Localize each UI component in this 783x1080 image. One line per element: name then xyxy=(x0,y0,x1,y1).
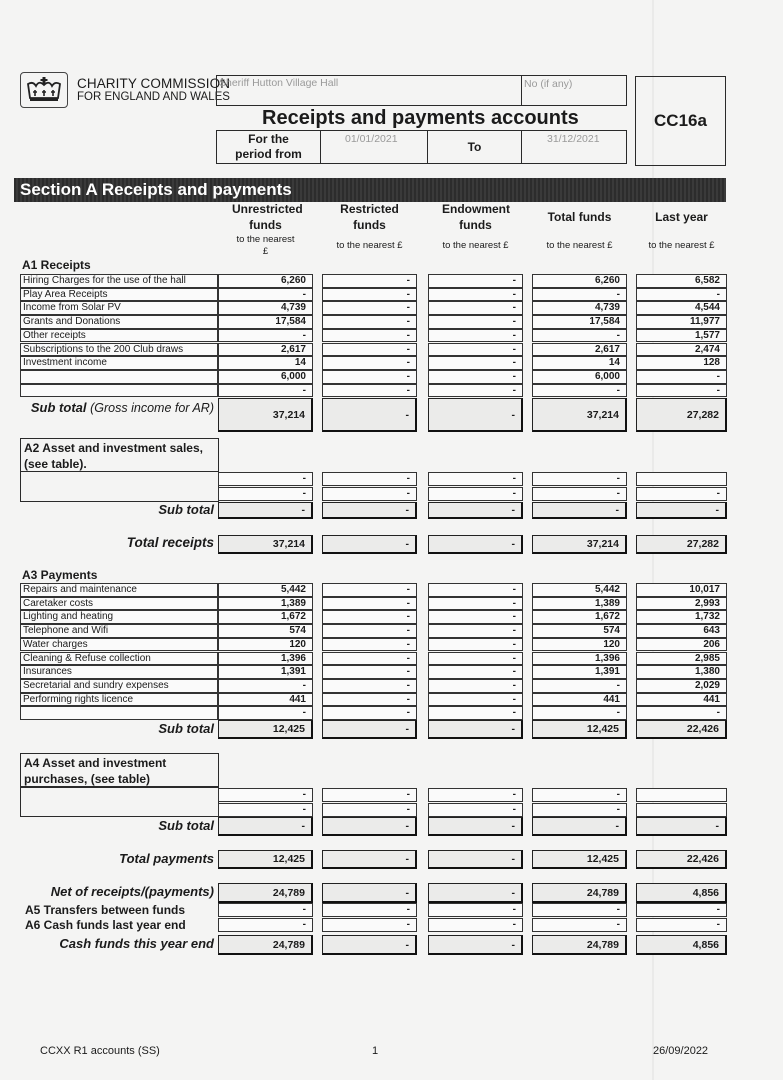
a1-row-3-unrestricted-cell[interactable]: 4,739 xyxy=(218,301,313,315)
net-receipts-unrestricted-cell[interactable]: 24,789 xyxy=(218,883,313,903)
a3-payments-heading: A3 Payments xyxy=(22,568,98,582)
a1-subtotal-total-cell[interactable]: 37,214 xyxy=(532,398,627,432)
a3-row-6-endowment-cell[interactable]: - xyxy=(428,652,523,666)
period-label-box xyxy=(216,130,321,164)
to-label: To xyxy=(467,140,482,154)
gross-income-note: (Gross income for AR) xyxy=(90,401,214,415)
a3-row-8-label: Secretarial and sundry expenses xyxy=(20,679,218,693)
a3-row-3-restricted-cell[interactable]: - xyxy=(322,610,417,624)
a3-row-6-restricted-cell[interactable]: - xyxy=(322,652,417,666)
a3-row-2-endowment-cell[interactable]: - xyxy=(428,597,523,611)
a2-subtotal-endowment-cell[interactable]: - xyxy=(428,502,523,519)
total-receipts-last-year-cell[interactable]: 27,282 xyxy=(636,535,727,554)
a3-row-3-last-year-cell[interactable]: 1,732 xyxy=(636,610,727,624)
a1-row-3-restricted-cell[interactable]: - xyxy=(322,301,417,315)
a5-transfers-last-year-cell[interactable]: - xyxy=(636,903,727,917)
a3-row-1-endowment-cell[interactable]: - xyxy=(428,583,523,597)
cash-end-label: Cash funds this year end xyxy=(59,936,214,951)
a2-row-1-last-year-cell[interactable] xyxy=(636,472,727,486)
a3-row-2-label: Caretaker costs xyxy=(20,597,218,611)
a4-row-1-total-cell[interactable]: - xyxy=(532,788,627,802)
a1-row-7-total-cell[interactable]: 14 xyxy=(532,356,627,370)
a1-row-9-endowment-cell[interactable]: - xyxy=(428,384,523,398)
a2-heading: A2 Asset and investment sales, (see table). xyxy=(20,438,219,472)
a2-row-2-unrestricted-cell[interactable]: - xyxy=(218,487,313,501)
a1-row-9-last-year-cell[interactable]: - xyxy=(636,384,727,398)
charity-name-field[interactable] xyxy=(216,75,522,106)
a2-subtotal-restricted-cell[interactable]: - xyxy=(322,502,417,519)
cash-this-year-end-endowment-cell[interactable]: - xyxy=(428,935,523,955)
period-to-value: 31/12/2021 xyxy=(547,133,600,145)
a1-row-4-last-year-cell[interactable]: 11,977 xyxy=(636,315,727,329)
a3-row-7-endowment-cell[interactable]: - xyxy=(428,665,523,679)
total-receipts-total-cell[interactable]: 37,214 xyxy=(532,535,627,554)
a1-receipts-heading: A1 Receipts xyxy=(22,258,91,272)
a3-row-8-total-cell[interactable]: - xyxy=(532,679,627,693)
a3-subtotal-total-cell[interactable]: 12,425 xyxy=(532,720,627,739)
a4-row-2-unrestricted-cell[interactable]: - xyxy=(218,803,313,817)
a6-label: A6 Cash funds last year end xyxy=(25,918,186,932)
a3-row-1-total-cell[interactable]: 5,442 xyxy=(532,583,627,597)
a1-subtotal-restricted-cell[interactable]: - xyxy=(322,398,417,432)
a1-row-2-label: Play Area Receipts xyxy=(20,288,218,302)
a1-row-5-unrestricted-cell[interactable]: - xyxy=(218,329,313,343)
footer-date: 26/09/2022 xyxy=(653,1045,709,1057)
a3-row-8-unrestricted-cell[interactable]: - xyxy=(218,679,313,693)
a1-row-8-label xyxy=(20,370,218,384)
a1-row-8-last-year-cell[interactable]: - xyxy=(636,370,727,384)
a3-row-5-label: Water charges xyxy=(20,638,218,652)
a3-row-5-restricted-cell[interactable]: - xyxy=(322,638,417,652)
subtotal-text: Sub total xyxy=(30,400,87,415)
col-subheader-endowment: to the nearest £ xyxy=(442,240,509,251)
total-payments-total-cell[interactable]: 12,425 xyxy=(532,850,627,869)
period-from-value: 01/01/2021 xyxy=(345,133,398,145)
a3-row-7-restricted-cell[interactable]: - xyxy=(322,665,417,679)
a4-subtotal-last-year-cell[interactable]: - xyxy=(636,817,727,836)
a4-subtotal-restricted-cell[interactable]: - xyxy=(322,817,417,836)
a6-cash-last-year-last-year-cell[interactable]: - xyxy=(636,918,727,932)
a1-row-7-restricted-cell[interactable]: - xyxy=(322,356,417,370)
a3-row-6-last-year-cell[interactable]: 2,985 xyxy=(636,652,727,666)
a6-cash-last-year-endowment-cell[interactable]: - xyxy=(428,918,523,932)
a3-row-2-restricted-cell[interactable]: - xyxy=(322,597,417,611)
a1-row-4-unrestricted-cell[interactable]: 17,584 xyxy=(218,315,313,329)
a5-label: A5 Transfers between funds xyxy=(25,903,186,917)
col-header-unrestricted: Unrestricted funds xyxy=(232,202,303,232)
col-subheader-total: to the nearest £ xyxy=(546,240,613,251)
a4-row-2-total-cell[interactable]: - xyxy=(532,803,627,817)
a3-row-1-label: Repairs and maintenance xyxy=(20,583,218,597)
a3-row-9-total-cell[interactable]: 441 xyxy=(532,693,627,707)
a1-row-7-label: Investment income xyxy=(20,356,218,370)
a4-heading: A4 Asset and investment purchases, (see table) xyxy=(20,753,219,787)
charity-name-value: Sheriff Hutton Village Hall xyxy=(219,77,339,89)
a1-row-3-last-year-cell[interactable]: 4,544 xyxy=(636,301,727,315)
a2-subtotal-label: Sub total xyxy=(158,502,214,517)
a3-row-7-label: Insurances xyxy=(20,665,218,679)
a2-row-2-endowment-cell[interactable]: - xyxy=(428,487,523,501)
charity-number-placeholder: No (if any) xyxy=(524,78,573,90)
a1-row-9-total-cell[interactable]: - xyxy=(532,384,627,398)
a4-row-2-restricted-cell[interactable]: - xyxy=(322,803,417,817)
a3-row-8-last-year-cell[interactable]: 2,029 xyxy=(636,679,727,693)
a1-row-6-endowment-cell[interactable]: - xyxy=(428,343,523,357)
a1-row-5-restricted-cell[interactable]: - xyxy=(322,329,417,343)
a3-row-3-label: Lighting and heating xyxy=(20,610,218,624)
a3-row-6-total-cell[interactable]: 1,396 xyxy=(532,652,627,666)
crown-logo-icon xyxy=(20,72,68,108)
a1-row-3-endowment-cell[interactable]: - xyxy=(428,301,523,315)
a1-row-1-label: Hiring Charges for the use of the hall xyxy=(20,274,218,288)
a3-row-6-unrestricted-cell[interactable]: 1,396 xyxy=(218,652,313,666)
a3-row-2-total-cell[interactable]: 1,389 xyxy=(532,597,627,611)
a6-cash-last-year-total-cell[interactable]: - xyxy=(532,918,627,932)
a5-transfers-unrestricted-cell[interactable]: - xyxy=(218,903,313,917)
net-receipts-endowment-cell[interactable]: - xyxy=(428,883,523,903)
a3-row-4-endowment-cell[interactable]: - xyxy=(428,624,523,638)
a3-row-3-total-cell[interactable]: 1,672 xyxy=(532,610,627,624)
a1-row-7-last-year-cell[interactable]: 128 xyxy=(636,356,727,370)
to-label-box xyxy=(427,130,522,164)
a3-row-5-endowment-cell[interactable]: - xyxy=(428,638,523,652)
a1-row-6-label: Subscriptions to the 200 Club draws xyxy=(20,343,218,357)
a3-row-9-label: Performing rights licence xyxy=(20,693,218,707)
a1-row-5-last-year-cell[interactable]: 1,577 xyxy=(636,329,727,343)
a3-row-10-restricted-cell[interactable]: - xyxy=(322,706,417,720)
a1-subtotal-label xyxy=(20,399,214,417)
cash-this-year-end-total-cell[interactable]: 24,789 xyxy=(532,935,627,955)
total-receipts-endowment-cell[interactable]: - xyxy=(428,535,523,554)
a1-row-1-restricted-cell[interactable]: - xyxy=(322,274,417,288)
footer-page-number: 1 xyxy=(372,1045,379,1057)
a1-row-8-restricted-cell[interactable]: - xyxy=(322,370,417,384)
a2-subtotal-unrestricted-cell[interactable]: - xyxy=(218,502,313,519)
col-subheader-restricted: to the nearest £ xyxy=(336,240,403,251)
a3-row-3-unrestricted-cell[interactable]: 1,672 xyxy=(218,610,313,624)
a1-row-6-last-year-cell[interactable]: 2,474 xyxy=(636,343,727,357)
a3-subtotal-last-year-cell[interactable]: 22,426 xyxy=(636,720,727,739)
total-payments-restricted-cell[interactable]: - xyxy=(322,850,417,869)
a1-row-4-total-cell[interactable]: 17,584 xyxy=(532,315,627,329)
a3-row-9-last-year-cell[interactable]: 441 xyxy=(636,693,727,707)
form-code: CC16a xyxy=(654,111,707,130)
a3-row-10-last-year-cell[interactable]: - xyxy=(636,706,727,720)
section-a-header: Section A Receipts and payments xyxy=(14,178,726,202)
col-subheader-unrestricted: to the nearest £ xyxy=(236,234,295,257)
a2-row-1-restricted-cell[interactable]: - xyxy=(322,472,417,486)
a1-row-5-total-cell[interactable]: - xyxy=(532,329,627,343)
total-payments-unrestricted-cell[interactable]: 12,425 xyxy=(218,850,313,869)
col-subheader-last-year: to the nearest £ xyxy=(648,240,715,251)
col-header-last-year: Last year xyxy=(655,210,708,224)
a3-row-1-last-year-cell[interactable]: 10,017 xyxy=(636,583,727,597)
period-to-field[interactable] xyxy=(521,130,627,164)
total-payments-endowment-cell[interactable]: - xyxy=(428,850,523,869)
a4-row-2-endowment-cell[interactable]: - xyxy=(428,803,523,817)
a2-row-2-last-year-cell[interactable]: - xyxy=(636,487,727,501)
a1-row-8-unrestricted-cell[interactable]: 6,000 xyxy=(218,370,313,384)
a1-row-2-restricted-cell[interactable]: - xyxy=(322,288,417,302)
a4-row-1-last-year-cell[interactable] xyxy=(636,788,727,802)
a1-row-5-endowment-cell[interactable]: - xyxy=(428,329,523,343)
period-from-label: For the period from xyxy=(235,132,302,161)
a3-row-2-last-year-cell[interactable]: 2,993 xyxy=(636,597,727,611)
period-from-field[interactable] xyxy=(320,130,428,164)
a3-row-8-restricted-cell[interactable]: - xyxy=(322,679,417,693)
net-receipts-total-cell[interactable]: 24,789 xyxy=(532,883,627,903)
net-receipts-restricted-cell[interactable]: - xyxy=(322,883,417,903)
a4-subtotal-unrestricted-cell[interactable]: - xyxy=(218,817,313,836)
a1-row-2-endowment-cell[interactable]: - xyxy=(428,288,523,302)
a1-row-1-total-cell[interactable]: 6,260 xyxy=(532,274,627,288)
a1-row-1-endowment-cell[interactable]: - xyxy=(428,274,523,288)
a1-row-6-total-cell[interactable]: 2,617 xyxy=(532,343,627,357)
a4-row-1-unrestricted-cell[interactable]: - xyxy=(218,788,313,802)
a3-subtotal-restricted-cell[interactable]: - xyxy=(322,720,417,739)
a3-row-9-unrestricted-cell[interactable]: 441 xyxy=(218,693,313,707)
a2-row-1-unrestricted-cell[interactable]: - xyxy=(218,472,313,486)
a4-subtotal-label: Sub total xyxy=(158,818,214,833)
net-receipts-last-year-cell[interactable]: 4,856 xyxy=(636,883,727,903)
a1-row-5-label: Other receipts xyxy=(20,329,218,343)
a3-row-6-label: Cleaning & Refuse collection xyxy=(20,652,218,666)
a4-subtotal-endowment-cell[interactable]: - xyxy=(428,817,523,836)
a1-row-7-endowment-cell[interactable]: - xyxy=(428,356,523,370)
a1-row-3-total-cell[interactable]: 4,739 xyxy=(532,301,627,315)
total-receipts-restricted-cell[interactable]: - xyxy=(322,535,417,554)
cash-this-year-end-unrestricted-cell[interactable]: 24,789 xyxy=(218,935,313,955)
a2-label-cells xyxy=(20,471,219,502)
a2-row-1-endowment-cell[interactable]: - xyxy=(428,472,523,486)
a1-row-9-unrestricted-cell[interactable]: - xyxy=(218,384,313,398)
a3-row-7-total-cell[interactable]: 1,391 xyxy=(532,665,627,679)
total-payments-last-year-cell[interactable]: 22,426 xyxy=(636,850,727,869)
a1-subtotal-last-year-cell[interactable]: 27,282 xyxy=(636,398,727,432)
a3-subtotal-unrestricted-cell[interactable]: 12,425 xyxy=(218,720,313,739)
col-header-restricted: Restricted funds xyxy=(340,202,399,232)
col-header-endowment: Endowment funds xyxy=(442,202,510,232)
a1-subtotal-endowment-cell[interactable]: - xyxy=(428,398,523,432)
a3-subtotal-endowment-cell[interactable]: - xyxy=(428,720,523,739)
total-receipts-label: Total receipts xyxy=(126,535,214,550)
org-subtitle: FOR ENGLAND AND WALES xyxy=(77,91,230,103)
total-receipts-unrestricted-cell[interactable]: 37,214 xyxy=(218,535,313,554)
a1-row-9-restricted-cell[interactable]: - xyxy=(322,384,417,398)
cash-this-year-end-restricted-cell[interactable]: - xyxy=(322,935,417,955)
a5-transfers-restricted-cell[interactable]: - xyxy=(322,903,417,917)
a3-row-5-unrestricted-cell[interactable]: 120 xyxy=(218,638,313,652)
a1-row-4-restricted-cell[interactable]: - xyxy=(322,315,417,329)
charity-number-field[interactable] xyxy=(521,75,627,106)
a1-row-1-unrestricted-cell[interactable]: 6,260 xyxy=(218,274,313,288)
a1-row-2-unrestricted-cell[interactable]: - xyxy=(218,288,313,302)
org-name: CHARITY COMMISSION xyxy=(77,76,231,91)
a3-row-10-unrestricted-cell[interactable]: - xyxy=(218,706,313,720)
a5-transfers-endowment-cell[interactable]: - xyxy=(428,903,523,917)
a3-row-5-last-year-cell[interactable]: 206 xyxy=(636,638,727,652)
a3-row-4-last-year-cell[interactable]: 643 xyxy=(636,624,727,638)
a1-row-8-total-cell[interactable]: 6,000 xyxy=(532,370,627,384)
a1-row-6-unrestricted-cell[interactable]: 2,617 xyxy=(218,343,313,357)
a1-row-9-label xyxy=(20,384,218,398)
a3-row-10-label xyxy=(20,706,218,720)
a1-row-4-endowment-cell[interactable]: - xyxy=(428,315,523,329)
a3-row-4-restricted-cell[interactable]: - xyxy=(322,624,417,638)
a3-row-4-unrestricted-cell[interactable]: 574 xyxy=(218,624,313,638)
a1-row-4-label: Grants and Donations xyxy=(20,315,218,329)
a1-row-7-unrestricted-cell[interactable]: 14 xyxy=(218,356,313,370)
a1-row-2-last-year-cell[interactable]: - xyxy=(636,288,727,302)
a2-subtotal-total-cell[interactable]: - xyxy=(532,502,627,519)
a1-row-6-restricted-cell[interactable]: - xyxy=(322,343,417,357)
a4-subtotal-total-cell[interactable]: - xyxy=(532,817,627,836)
total-payments-label: Total payments xyxy=(119,851,214,866)
form-code-box xyxy=(635,76,726,166)
a3-row-1-restricted-cell[interactable]: - xyxy=(322,583,417,597)
a3-row-8-endowment-cell[interactable]: - xyxy=(428,679,523,693)
net-label: Net of receipts/(payments) xyxy=(50,884,214,899)
a2-row-2-total-cell[interactable]: - xyxy=(532,487,627,501)
a3-row-4-total-cell[interactable]: 574 xyxy=(532,624,627,638)
a3-row-4-label: Telephone and Wifi xyxy=(20,624,218,638)
a3-subtotal-label: Sub total xyxy=(158,721,214,736)
footer-form-ref: CCXX R1 accounts (SS) xyxy=(40,1045,160,1057)
a3-row-9-endowment-cell[interactable]: - xyxy=(428,693,523,707)
a3-row-10-endowment-cell[interactable]: - xyxy=(428,706,523,720)
a6-cash-last-year-unrestricted-cell[interactable]: - xyxy=(218,918,313,932)
a4-row-2-last-year-cell[interactable] xyxy=(636,803,727,817)
a3-row-5-total-cell[interactable]: 120 xyxy=(532,638,627,652)
a2-subtotal-last-year-cell[interactable]: - xyxy=(636,502,727,519)
a3-row-10-total-cell[interactable]: - xyxy=(532,706,627,720)
cash-this-year-end-last-year-cell[interactable]: 4,856 xyxy=(636,935,727,955)
page-title: Receipts and payments accounts xyxy=(262,107,579,129)
a1-row-3-label: Income from Solar PV xyxy=(20,301,218,315)
a4-row-1-restricted-cell[interactable]: - xyxy=(322,788,417,802)
a4-label-cells xyxy=(20,787,219,817)
a1-row-8-endowment-cell[interactable]: - xyxy=(428,370,523,384)
a4-row-1-endowment-cell[interactable]: - xyxy=(428,788,523,802)
a5-transfers-total-cell[interactable]: - xyxy=(532,903,627,917)
col-header-total: Total funds xyxy=(547,210,612,224)
a2-row-1-total-cell[interactable]: - xyxy=(532,472,627,486)
a1-subtotal-unrestricted-cell[interactable]: 37,214 xyxy=(218,398,313,432)
a3-row-9-restricted-cell[interactable]: - xyxy=(322,693,417,707)
a6-cash-last-year-restricted-cell[interactable]: - xyxy=(322,918,417,932)
a2-row-2-restricted-cell[interactable]: - xyxy=(322,487,417,501)
a3-row-7-last-year-cell[interactable]: 1,380 xyxy=(636,665,727,679)
a1-row-1-last-year-cell[interactable]: 6,582 xyxy=(636,274,727,288)
a3-row-2-unrestricted-cell[interactable]: 1,389 xyxy=(218,597,313,611)
a3-row-1-unrestricted-cell[interactable]: 5,442 xyxy=(218,583,313,597)
a1-row-2-total-cell[interactable]: - xyxy=(532,288,627,302)
a3-row-3-endowment-cell[interactable]: - xyxy=(428,610,523,624)
a3-row-7-unrestricted-cell[interactable]: 1,391 xyxy=(218,665,313,679)
